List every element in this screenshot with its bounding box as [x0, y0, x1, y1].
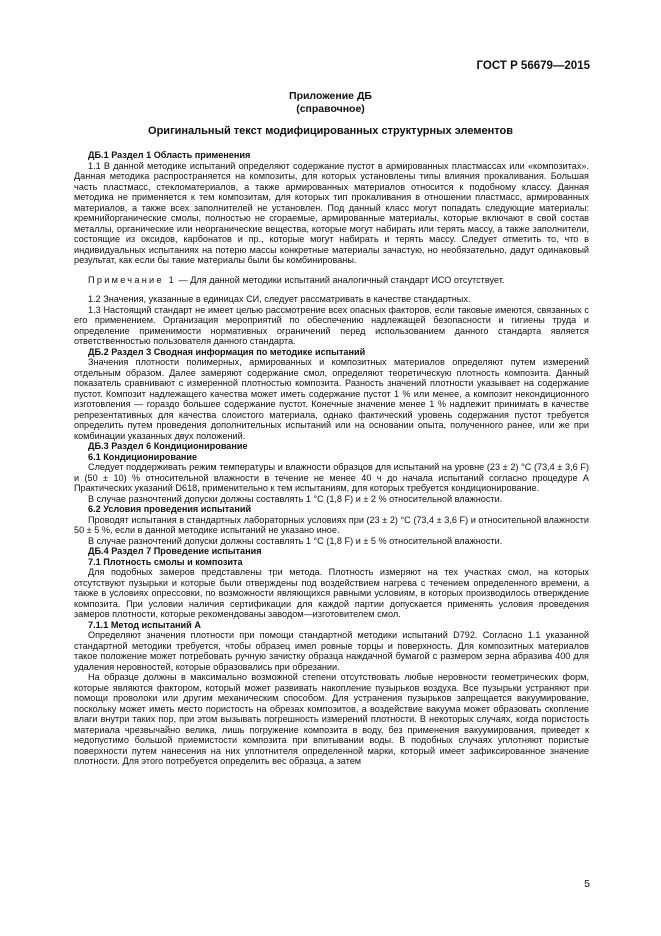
- annex-title: Приложение ДБ: [289, 90, 372, 102]
- section-heading: ДБ.1 Раздел 1 Область применения: [88, 150, 251, 160]
- body-paragraph: Проводят испытания в стандартных лабораторных условиях при (23 ± 2) °С (73,4 ± 3,6 F) и относительной влажности 50 ± 5 %, если в данной методике испытаний не указано иное.: [74, 514, 589, 535]
- section-heading: 7.1.1 Метод испытаний А: [88, 619, 201, 630]
- body-paragraph: Определяют значения плотности при помощи стандартной методики испытаний D792. Согласно 1.1 указанной стандартной методики требуется, чтобы образец имел ровные торцы и поверхность. Для композитных материалов такое положение может потребовать ручную зачистку образца наждачной бумагой с размером зерна абразива 400 для удаления неровностей, которые образовались при обрезании.: [74, 630, 589, 672]
- note-text: — Для данной методики испытаний аналогичный стандарт ИСО отсутствует.: [176, 274, 505, 285]
- section-heading: ДБ.3 Раздел 6 Кондиционирование: [88, 441, 248, 451]
- section-title: Оригинальный текст модифицированных структурных элементов: [148, 125, 513, 137]
- section-heading: ДБ.4 Раздел 7 Проведение испытания: [88, 546, 262, 556]
- section-heading: 7.1 Плотность смолы и композита: [88, 556, 243, 567]
- section-heading: 6.2 Условия проведения испытаний: [88, 504, 252, 514]
- body-paragraph: Значения плотности полимерных, армированных и композитных материалов определяют путем измерений отдельным образом. Далее замеряют содержание смол, определяют теоретическую плотность композита. Данный показатель сравнивают с измеренной плотностью композита. Разность значений плотности указывает на содержание пустот. Композит надлежащего качества может иметь содержание пустот 1 % или менее, а композит некондиционного изготовления — гораздо большее содержание пустот. Конечные значение менее 1 % надлежит принимать в качестве репрезентативных для качества слоистого материала, однако фактический уровень содержания пустот требуется определить путем проведения дополнительных испытаний или на основании опыта, полученного ранее, или же при комбинации указанных двух положений.: [74, 357, 589, 441]
- document-body: [74, 150, 589, 767]
- body-paragraph: Следует поддерживать режим температуры и влажности образцов для испытаний на уровне (23 ± 2) °С (73,4 ± 3,6 F) и (50 ± 10) % относительной влажности в течение не менее 40 ч до начала испытаний согласно процедуре А Практических указаний D618, применительно к тем испытаниям, для которых требуется кондиционирование.: [74, 462, 589, 493]
- body-paragraph: 1.2 Значения, указанные в единицах СИ, следует рассматривать в качестве стандартных.: [88, 294, 471, 304]
- note-paragraph: [74, 275, 589, 286]
- paragraph-gap: [74, 266, 589, 275]
- body-paragraph: На образце должны в максимально возможной степени отсутствовать любые неровности геометрических форм, которые являются фактором, который может развивать накопление пузырьков воздуха. Все пузырьки устраняют при помощи проволоки или другим механическим способом. Для устранения пузырьков запрещается вакуумирование, поскольку может иметь место пористость на обрезах композитов, а воздействие вакуума может образовать скопление влаги внутри таких пор, при этом вызывать погрешность измерений плотности. В некоторых случаях, когда пористость материала чрезвычайно велика, лишь погружение композита в воду, без применения вакуумирования, приведет к недопустимо большой приемистости композита при впитывании воды. В подобных случаях уплотняют пористые поверхности путем нанесения на них уплотнителя определенной марки, который имеет зафиксированное значение плотности. Для этого потребуется определить вес образца, а затем: [74, 672, 589, 766]
- body-paragraph: В случае разночтений допуски должны составлять 1 °С (1,8 F) и ± 5 % относительной влажности.: [88, 535, 503, 546]
- page-number: 5: [584, 878, 590, 890]
- annex-heading: [0, 90, 661, 116]
- note-label: Примечание 1: [88, 274, 177, 285]
- paragraph-gap: [74, 285, 589, 294]
- section-heading: ДБ.2 Раздел 3 Сводная информация по методике испытаний: [88, 346, 366, 357]
- section-heading: 6.1 Кондиционирование: [88, 451, 198, 462]
- body-paragraph: 1.3 Настоящий стандарт не имеет целью рассмотрение всех опасных факторов, если таковые имеются, связанных с его применением. Организация мероприятий по обеспечению надлежащей безопасности и гигиены труда и определение применимости нормативных ограничений перед использованием данного стандарта является ответственностью пользователя данного стандарта.: [74, 304, 589, 346]
- body-paragraph: 1.1 В данной методике испытаний определяют содержание пустот в армированных пластмассах или «композитах». Данная методика распространяется на композиты, для которых установлены типы влияния прокаливания. Большая часть пластмасс, стекломатериалов, а также армированных материалов относится к подобному классу. Данная методика не применяется к тем композитам, для которых тип прокаливания в отношении пластмасс, армированных материалов, а также всех заполнителей не установлен. Под данный класс могут попадать следующие материалы: кремнийорганические смолы, полностью не сгораемые, армированные материалы, которые включают в свой состав металлы, органические или неорганические вещества, которые могут набирать или терять массу, а также заполнители, состоящие из оксидов, карбонатов и пр., которые могут набирать и терять массу. Следует отметить то, что в индивидуальных испытаниях на потерю массы конкретные материалы зачастую, но необязательно, дадут одинаковый результат, как если бы такие материалы были бы комбинированы.: [74, 160, 589, 265]
- body-paragraph: В случае разночтений допуски должны составлять 1 °С (1,8 F) и ± 2 % относительной влажности.: [88, 493, 503, 504]
- annex-status: (справочное): [296, 103, 365, 115]
- body-paragraph: Для подобных замеров представлены три метода. Плотность измеряют на тех участках смол, на которых отсутствуют пузырьки и которые были отверждены под воздействием нагрева с течением определенного времени, а также в условиях опрессовки, по возможности являющихся равными условиям, в которых производилось отверждение композита. При условии наличия сертификации для каждой партии допускается применять условия проведения замеров плотности, которые рекомендованы заводом—изготовителем смол.: [74, 567, 589, 619]
- document-code: ГОСТ Р 56679—2015: [476, 60, 590, 72]
